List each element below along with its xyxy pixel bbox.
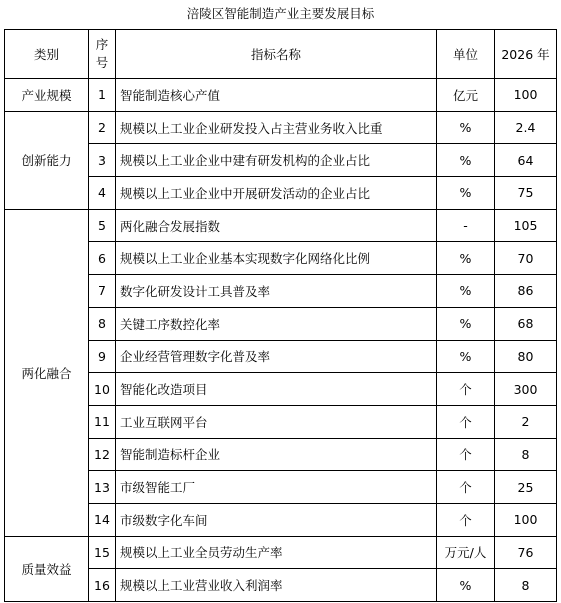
indicator-name: 智能化改造项目	[116, 373, 437, 406]
target-value: 8	[495, 569, 557, 602]
indicator-name: 智能制造核心产值	[116, 79, 437, 112]
targets-table	[4, 29, 557, 602]
indicator-name: 企业经营管理数字化普及率	[116, 340, 437, 373]
unit-cell: %	[437, 307, 495, 340]
row-number: 11	[89, 405, 116, 438]
category-cell: 产业规模	[5, 79, 89, 112]
row-number: 13	[89, 471, 116, 504]
unit-cell: 个	[437, 438, 495, 471]
unit-cell: 个	[437, 405, 495, 438]
table-row	[5, 209, 557, 242]
unit-cell: %	[437, 242, 495, 275]
row-number: 8	[89, 307, 116, 340]
indicator-name: 规模以上工业企业中建有研发机构的企业占比	[116, 144, 437, 177]
unit-cell: %	[437, 177, 495, 210]
category-cell: 创新能力	[5, 111, 89, 209]
row-number: 1	[89, 79, 116, 112]
row-number: 16	[89, 569, 116, 602]
unit-cell: %	[437, 144, 495, 177]
row-number: 12	[89, 438, 116, 471]
header-seq-line2: 号	[95, 55, 109, 70]
row-number: 10	[89, 373, 116, 406]
target-value: 64	[495, 144, 557, 177]
unit-cell: 亿元	[437, 79, 495, 112]
indicator-name: 规模以上工业营业收入利润率	[116, 569, 437, 602]
unit-cell: 个	[437, 373, 495, 406]
target-value: 100	[495, 79, 557, 112]
table-row	[5, 536, 557, 569]
target-value: 68	[495, 307, 557, 340]
row-number: 15	[89, 536, 116, 569]
indicator-name: 智能制造标杆企业	[116, 438, 437, 471]
row-number: 14	[89, 503, 116, 536]
row-number: 7	[89, 275, 116, 308]
target-value: 100	[495, 503, 557, 536]
indicator-name: 市级智能工厂	[116, 471, 437, 504]
target-value: 2	[495, 405, 557, 438]
row-number: 2	[89, 111, 116, 144]
indicator-name: 数字化研发设计工具普及率	[116, 275, 437, 308]
header-row	[5, 30, 557, 79]
indicator-name: 市级数字化车间	[116, 503, 437, 536]
unit-cell: %	[437, 275, 495, 308]
row-number: 5	[89, 209, 116, 242]
category-cell: 质量效益	[5, 536, 89, 601]
unit-cell: 个	[437, 503, 495, 536]
header-name: 指标名称	[116, 30, 437, 79]
target-value: 70	[495, 242, 557, 275]
target-value: 86	[495, 275, 557, 308]
header-seq	[89, 30, 116, 79]
indicator-name: 两化融合发展指数	[116, 209, 437, 242]
unit-cell: %	[437, 111, 495, 144]
header-target: 2026 年	[495, 30, 557, 79]
header-seq-line1: 序	[95, 37, 109, 52]
target-value: 80	[495, 340, 557, 373]
table-title: 涪陵区智能制造产业主要发展目标	[186, 6, 375, 21]
category-cell: 两化融合	[5, 209, 89, 536]
unit-cell: %	[437, 569, 495, 602]
table-body	[5, 79, 557, 602]
indicator-name: 规模以上工业企业中开展研发活动的企业占比	[116, 177, 437, 210]
target-value: 25	[495, 471, 557, 504]
table-row	[5, 111, 557, 144]
indicator-name: 规模以上工业企业研发投入占主营业务收入比重	[116, 111, 437, 144]
indicator-name: 规模以上工业全员劳动生产率	[116, 536, 437, 569]
header-category: 类别	[5, 30, 89, 79]
row-number: 6	[89, 242, 116, 275]
unit-cell: 个	[437, 471, 495, 504]
header-unit: 单位	[437, 30, 495, 79]
target-value: 105	[495, 209, 557, 242]
target-value: 8	[495, 438, 557, 471]
target-value: 2.4	[495, 111, 557, 144]
row-number: 4	[89, 177, 116, 210]
unit-cell: 万元/人	[437, 536, 495, 569]
table-row	[5, 79, 557, 112]
indicator-name: 工业互联网平台	[116, 405, 437, 438]
indicator-name: 规模以上工业企业基本实现数字化网络化比例	[116, 242, 437, 275]
indicator-name: 关键工序数控化率	[116, 307, 437, 340]
target-value: 76	[495, 536, 557, 569]
unit-cell: -	[437, 209, 495, 242]
unit-cell: %	[437, 340, 495, 373]
row-number: 3	[89, 144, 116, 177]
row-number: 9	[89, 340, 116, 373]
target-value: 75	[495, 177, 557, 210]
target-value: 300	[495, 373, 557, 406]
